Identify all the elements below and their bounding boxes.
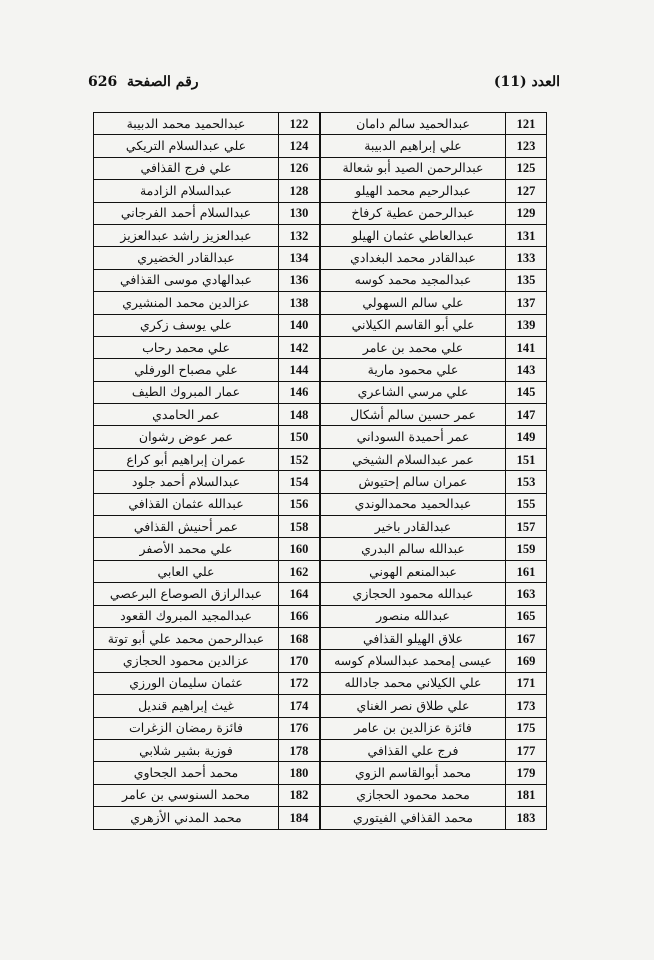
name-left: عبدالسلام الزادمة [94,180,279,202]
name-left: عمر الحامدي [94,404,279,426]
name-right: محمد أبوالقاسم الزوي [320,762,506,784]
name-left: فائزة رمضان الزغرات [94,717,279,739]
row-number-left: 126 [279,157,321,179]
name-left: علي يوسف زكري [94,314,279,336]
issue-number: العدد (11) [493,74,560,90]
row-number-left: 162 [279,560,321,582]
name-left: عزالدين محمد المنشيري [94,292,279,314]
row-number-left: 122 [279,113,321,135]
row-number-left: 172 [279,672,321,694]
row-number-right: 139 [506,314,547,336]
row-number-right: 125 [506,157,547,179]
row-number-left: 180 [279,762,321,784]
row-number-right: 169 [506,650,547,672]
table-row [94,113,547,135]
row-number-left: 144 [279,359,321,381]
row-number-left: 150 [279,426,321,448]
name-left: علي عبدالسلام التريكي [94,135,279,157]
name-left: علي العابي [94,560,279,582]
name-left: علي فرج القذافي [94,157,279,179]
table-row [94,650,547,672]
row-number-right: 133 [506,247,547,269]
row-number-left: 158 [279,516,321,538]
name-right: عبدالله منصور [320,605,506,627]
row-number-left: 138 [279,292,321,314]
row-number-left: 170 [279,650,321,672]
name-left: محمد أحمد الجحاوي [94,762,279,784]
table-row [94,695,547,717]
row-number-left: 164 [279,583,321,605]
name-right: عبدالمجيد محمد كوسه [320,269,506,291]
row-number-left: 176 [279,717,321,739]
table-row [94,739,547,761]
name-right: عمران سالم إحتيوش [320,471,506,493]
table-row [94,404,547,426]
row-number-right: 183 [506,807,547,829]
row-number-left: 130 [279,202,321,224]
table-row [94,292,547,314]
row-number-right: 131 [506,224,547,246]
row-number-right: 141 [506,336,547,358]
name-left: عبدالقادر الخضيري [94,247,279,269]
name-right: فرج علي القذافي [320,739,506,761]
row-number-right: 143 [506,359,547,381]
row-number-left: 148 [279,404,321,426]
page-label-text: رقم الصفحة [126,74,199,90]
row-number-left: 184 [279,807,321,829]
row-number-right: 179 [506,762,547,784]
row-number-right: 173 [506,695,547,717]
name-left: عبدالسلام أحمد جلود [94,471,279,493]
table-row [94,381,547,403]
table-row [94,807,547,829]
name-right: علاق الهيلو القذافي [320,627,506,649]
name-right: علي محمود مارية [320,359,506,381]
row-number-right: 161 [506,560,547,582]
row-number-left: 174 [279,695,321,717]
name-left: علي محمد رحاب [94,336,279,358]
table-row [94,224,547,246]
table-row [94,135,547,157]
name-left: عبدالهادي موسى القذافي [94,269,279,291]
table-row [94,471,547,493]
name-right: علي الكيلاني محمد جادالله [320,672,506,694]
name-left: علي مصباح الورفلي [94,359,279,381]
name-right: عبدالله سالم البدري [320,538,506,560]
row-number-right: 153 [506,471,547,493]
table-row [94,336,547,358]
table-row [94,672,547,694]
name-right: علي إبراهيم الدبيبة [320,135,506,157]
row-number-left: 134 [279,247,321,269]
table-row [94,560,547,582]
row-number-right: 151 [506,448,547,470]
row-number-right: 137 [506,292,547,314]
row-number-right: 167 [506,627,547,649]
name-right: عبدالقادر محمد البغدادي [320,247,506,269]
name-left: عمر عوض رشوان [94,426,279,448]
row-number-left: 146 [279,381,321,403]
row-number-left: 136 [279,269,321,291]
row-number-left: 154 [279,471,321,493]
name-right: عبدالله محمود الحجازي [320,583,506,605]
name-right: عمر عبدالسلام الشيخي [320,448,506,470]
name-right: عبدالرحمن عطية كرفاخ [320,202,506,224]
name-right: علي محمد بن عامر [320,336,506,358]
name-left: عزالدين محمود الحجازي [94,650,279,672]
row-number-right: 149 [506,426,547,448]
row-number-left: 140 [279,314,321,336]
row-number-right: 123 [506,135,547,157]
name-right: علي أبو القاسم الكيلاني [320,314,506,336]
page-number: 626 [88,74,118,90]
table-row [94,426,547,448]
name-right: فائزة عزالدين بن عامر [320,717,506,739]
name-right: عبدالمنعم الهوني [320,560,506,582]
name-right: عبدالعاطي عثمان الهيلو [320,224,506,246]
table-row [94,314,547,336]
table-row [94,247,547,269]
table-row [94,157,547,179]
row-number-right: 177 [506,739,547,761]
row-number-left: 156 [279,493,321,515]
name-right: عبدالحميد محمدالوندي [320,493,506,515]
name-left: عبدالعزيز راشد عبدالعزيز [94,224,279,246]
row-number-right: 171 [506,672,547,694]
name-left: فوزية بشير شلابي [94,739,279,761]
table-row [94,202,547,224]
name-right: عيسى إمحمد عبدالسلام كوسه [320,650,506,672]
name-left: عبدالسلام أحمد الفرجاني [94,202,279,224]
name-left: عبدالرازق الصوصاع البرعصي [94,583,279,605]
table-row [94,359,547,381]
name-left: عمران إبراهيم أبو كراع [94,448,279,470]
row-number-right: 157 [506,516,547,538]
row-number-right: 121 [506,113,547,135]
row-number-left: 168 [279,627,321,649]
name-right: علي طلاق نصر الغناي [320,695,506,717]
row-number-left: 128 [279,180,321,202]
name-left: عبدالمجيد المبروك القعود [94,605,279,627]
name-right: محمد القذافي الفيتوري [320,807,506,829]
table-row [94,583,547,605]
table-row [94,762,547,784]
name-right: عبدالحميد سالم دامان [320,113,506,135]
name-left: عمر أحنيش القذافي [94,516,279,538]
name-right: عمر أحميدة السوداني [320,426,506,448]
name-left: علي محمد الأصفر [94,538,279,560]
table-row [94,516,547,538]
row-number-right: 159 [506,538,547,560]
name-left: عبدالحميد محمد الدبيبة [94,113,279,135]
row-number-right: 129 [506,202,547,224]
row-number-left: 124 [279,135,321,157]
name-right: علي مرسي الشاعري [320,381,506,403]
names-table [93,112,547,830]
name-right: عبدالرحيم محمد الهيلو [320,180,506,202]
row-number-left: 166 [279,605,321,627]
row-number-right: 147 [506,404,547,426]
row-number-left: 160 [279,538,321,560]
row-number-right: 175 [506,717,547,739]
row-number-left: 182 [279,784,321,806]
row-number-right: 165 [506,605,547,627]
table-row [94,493,547,515]
row-number-right: 127 [506,180,547,202]
name-right: علي سالم السهولي [320,292,506,314]
page-number-label [88,74,199,90]
row-number-left: 132 [279,224,321,246]
name-right: عمر حسين سالم أشكال [320,404,506,426]
name-right: عبدالقادر باخير [320,516,506,538]
name-left: محمد المدني الأزهري [94,807,279,829]
row-number-right: 155 [506,493,547,515]
table-row [94,448,547,470]
table-row [94,605,547,627]
row-number-left: 152 [279,448,321,470]
row-number-left: 142 [279,336,321,358]
row-number-right: 181 [506,784,547,806]
table-row [94,180,547,202]
row-number-left: 178 [279,739,321,761]
name-left: عمار المبروك الطيف [94,381,279,403]
name-left: محمد السنوسي بن عامر [94,784,279,806]
name-left: عثمان سليمان الورزي [94,672,279,694]
name-left: غيث إبراهيم قنديل [94,695,279,717]
table-row [94,627,547,649]
table-row [94,784,547,806]
table-row [94,717,547,739]
name-left: عبدالرحمن محمد علي أبو توتة [94,627,279,649]
page-header [0,74,654,96]
row-number-right: 135 [506,269,547,291]
table-row [94,538,547,560]
row-number-right: 163 [506,583,547,605]
table-row [94,269,547,291]
name-right: محمد محمود الحجازي [320,784,506,806]
row-number-right: 145 [506,381,547,403]
name-right: عبدالرحمن الصيد أبو شعالة [320,157,506,179]
name-left: عبدالله عثمان القذافي [94,493,279,515]
